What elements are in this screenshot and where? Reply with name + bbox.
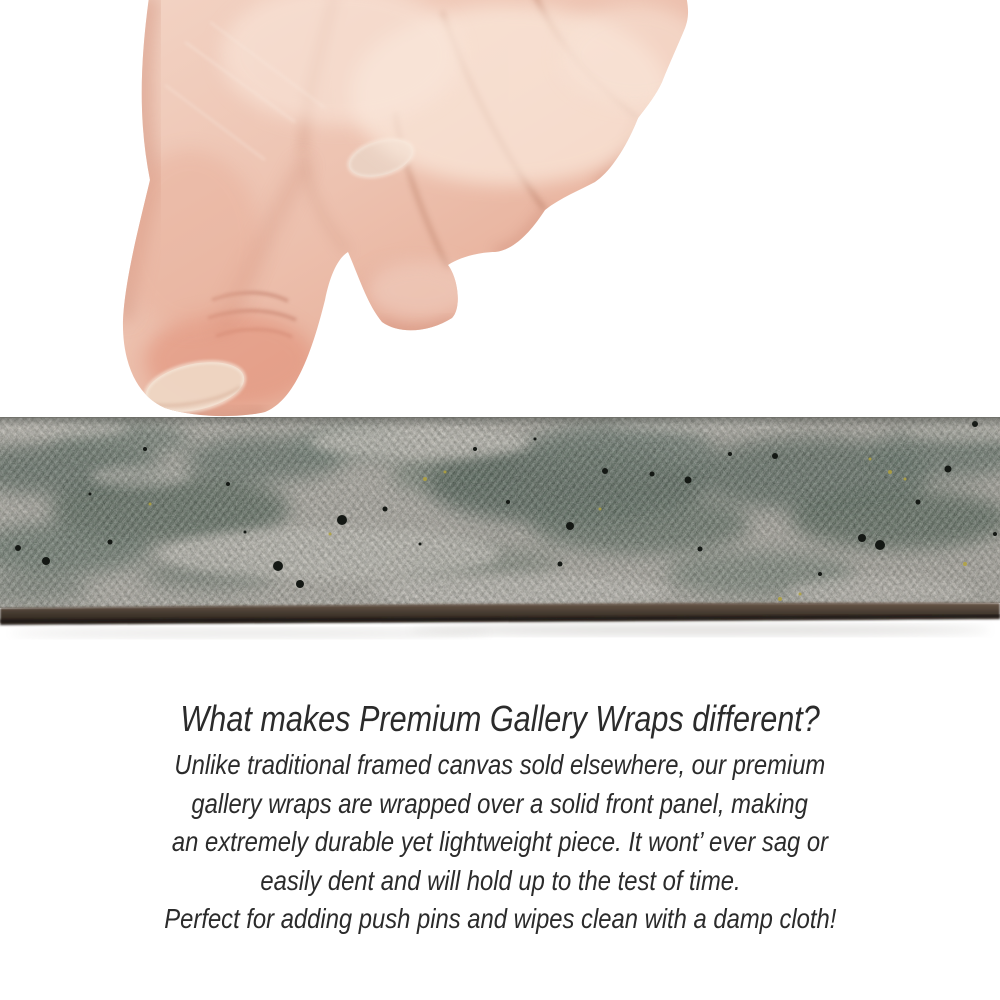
caption-line-4: easily dent and will hold up to the test of time. <box>259 864 741 896</box>
caption-block <box>0 698 1000 939</box>
hand-photo <box>90 0 710 430</box>
caption-line-2: gallery wraps are wrapped over a solid front panel, making <box>191 787 809 819</box>
caption-heading-text: What makes Premium Gallery Wraps different? <box>180 698 820 739</box>
canvas-strip-photo <box>0 414 1000 644</box>
caption-line-3: an extremely durable yet lightweight piece. It wont’ ever sag or <box>171 826 829 857</box>
caption-line-5: Perfect for adding push pins and wipes clean with a damp cloth! <box>163 903 837 934</box>
caption-heading <box>0 698 1000 740</box>
caption-line-1: Unlike traditional framed canvas sold elsewhere, our premium <box>174 749 826 780</box>
